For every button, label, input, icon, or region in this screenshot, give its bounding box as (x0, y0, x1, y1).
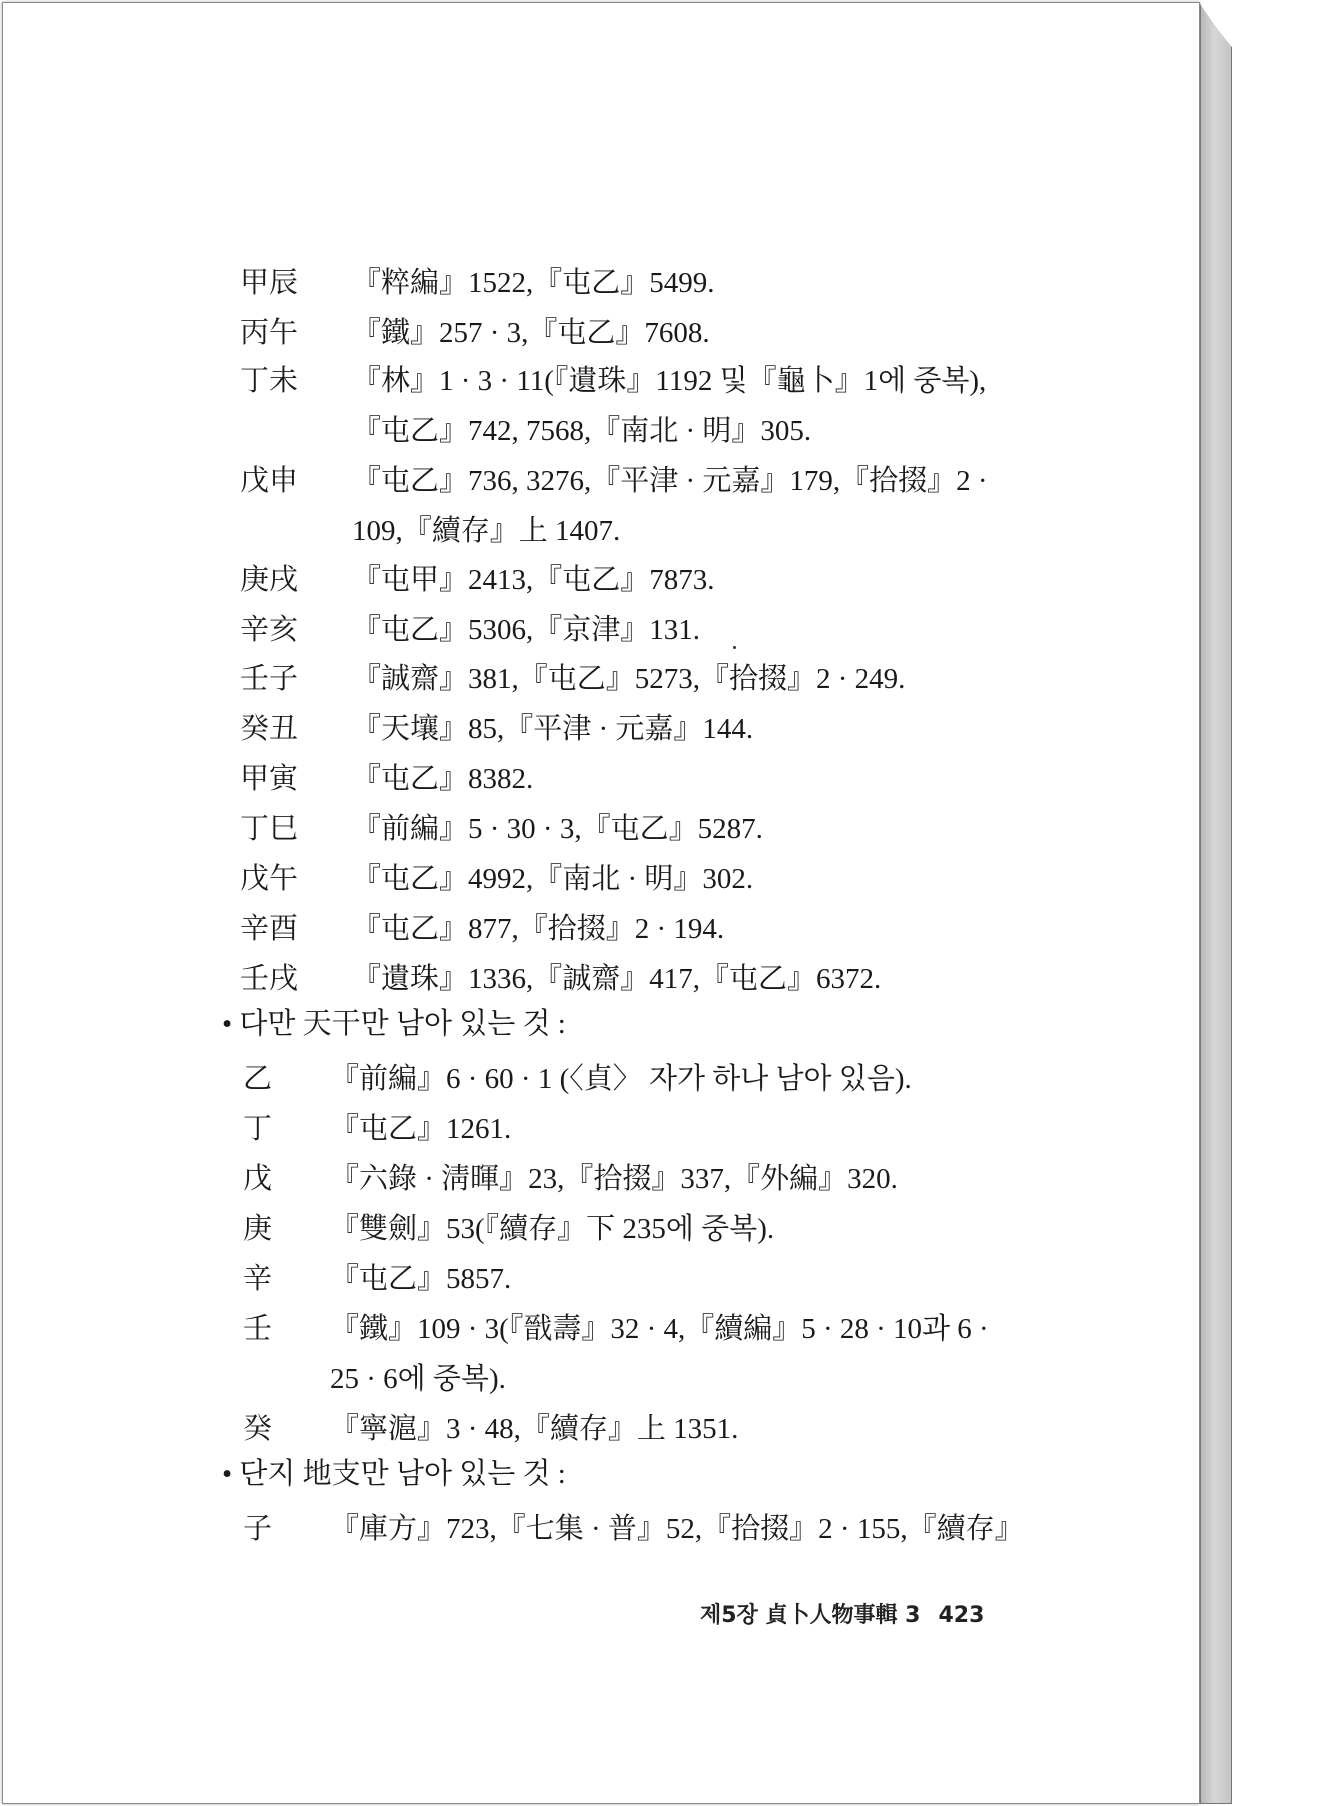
running-footer (700, 1598, 984, 1629)
entry-text: 『鐵』109 · 3(『戩壽』32 · 4,『續編』5 · 28 · 10과 6 · (330, 1313, 989, 1345)
entry-text: 『屯乙』877,『拾掇』2 · 194. (352, 913, 725, 945)
entry-text: 『六錄 · 淸暉』23,『拾掇』337,『外編』320. (330, 1163, 898, 1195)
entry-label: 壬 (243, 1313, 273, 1345)
entry-label: 戊午 (240, 863, 299, 895)
entry-label: 丁 (243, 1113, 273, 1145)
section-heading-tiangan: • 다만 天干만 남아 있는 것 : (222, 1008, 566, 1040)
entry-text: 『誠齋』381,『屯乙』5273,『拾掇』2 · 249. (352, 663, 906, 695)
entry-label: 庚 (243, 1213, 273, 1245)
entry-text: 『寧滬』3 · 48,『續存』上 1351. (330, 1413, 739, 1445)
page-number: 423 (938, 1603, 985, 1628)
entry-label: 丁未 (240, 365, 299, 397)
entry-label: 戊申 (240, 465, 299, 497)
print-speck (733, 646, 736, 649)
entry-label: 辛酉 (240, 913, 299, 945)
entry-text-continued: 109,『續存』上 1407. (352, 515, 621, 547)
entry-text: 『屯乙』4992,『南北 · 明』302. (352, 863, 754, 895)
entry-label: 庚戌 (240, 564, 299, 596)
entry-text: 『粹編』1522,『屯乙』5499. (352, 267, 715, 299)
entry-text: 『前編』5 · 30 · 3,『屯乙』5287. (352, 813, 763, 845)
entry-text: 『屯甲』2413,『屯乙』7873. (352, 564, 715, 596)
entry-text: 『雙劍』53(『續存』下 235에 중복). (330, 1213, 775, 1245)
entry-text-continued: 『屯乙』742, 7568,『南北 · 明』305. (352, 415, 812, 447)
entry-text: 『屯乙』736, 3276,『平津 · 元嘉』179,『拾掇』2 · (352, 465, 988, 497)
entry-label: 辛亥 (240, 614, 299, 646)
entry-label: 乙 (243, 1063, 273, 1095)
entry-label: 子 (243, 1513, 273, 1545)
section-heading-dizhi: • 단지 地支만 남아 있는 것 : (222, 1458, 566, 1490)
entry-text: 『屯乙』5306,『京津』131. (352, 614, 701, 646)
entry-label: 辛 (243, 1263, 273, 1295)
entry-text: 『屯乙』1261. (330, 1113, 512, 1145)
entry-text: 『林』1 · 3 · 11(『遺珠』1192 및『龜卜』1에 중복), (352, 365, 987, 397)
footer-chapter: 제5장 貞卜人物事輯 3 (700, 1603, 921, 1628)
entry-text: 『屯乙』5857. (330, 1263, 512, 1295)
entry-label: 癸 (243, 1413, 273, 1445)
entry-label: 壬戌 (240, 963, 299, 995)
page-edge-shadow (1200, 4, 1232, 1804)
entry-text: 『前編』6 · 60 · 1 (〈貞〉 자가 하나 남아 있음). (330, 1063, 912, 1095)
entry-text: 『庫方』723,『七集 · 普』52,『拾掇』2 · 155,『續存』 (330, 1513, 1024, 1545)
entry-text: 『遺珠』1336,『誠齋』417,『屯乙』6372. (352, 963, 882, 995)
entry-text: 『鐵』257 · 3,『屯乙』7608. (352, 317, 710, 349)
entry-label: 甲寅 (240, 763, 299, 795)
entry-label: 壬子 (240, 663, 299, 695)
entry-label: 丁巳 (240, 813, 299, 845)
entry-text-continued: 25 · 6에 중복). (330, 1363, 506, 1395)
entry-text: 『天壤』85,『平津 · 元嘉』144. (352, 713, 754, 745)
entry-label: 丙午 (240, 317, 299, 349)
entry-label: 戊 (243, 1163, 273, 1195)
entry-label: 甲辰 (240, 267, 299, 299)
entry-text: 『屯乙』8382. (352, 763, 534, 795)
entry-label: 癸丑 (240, 713, 299, 745)
